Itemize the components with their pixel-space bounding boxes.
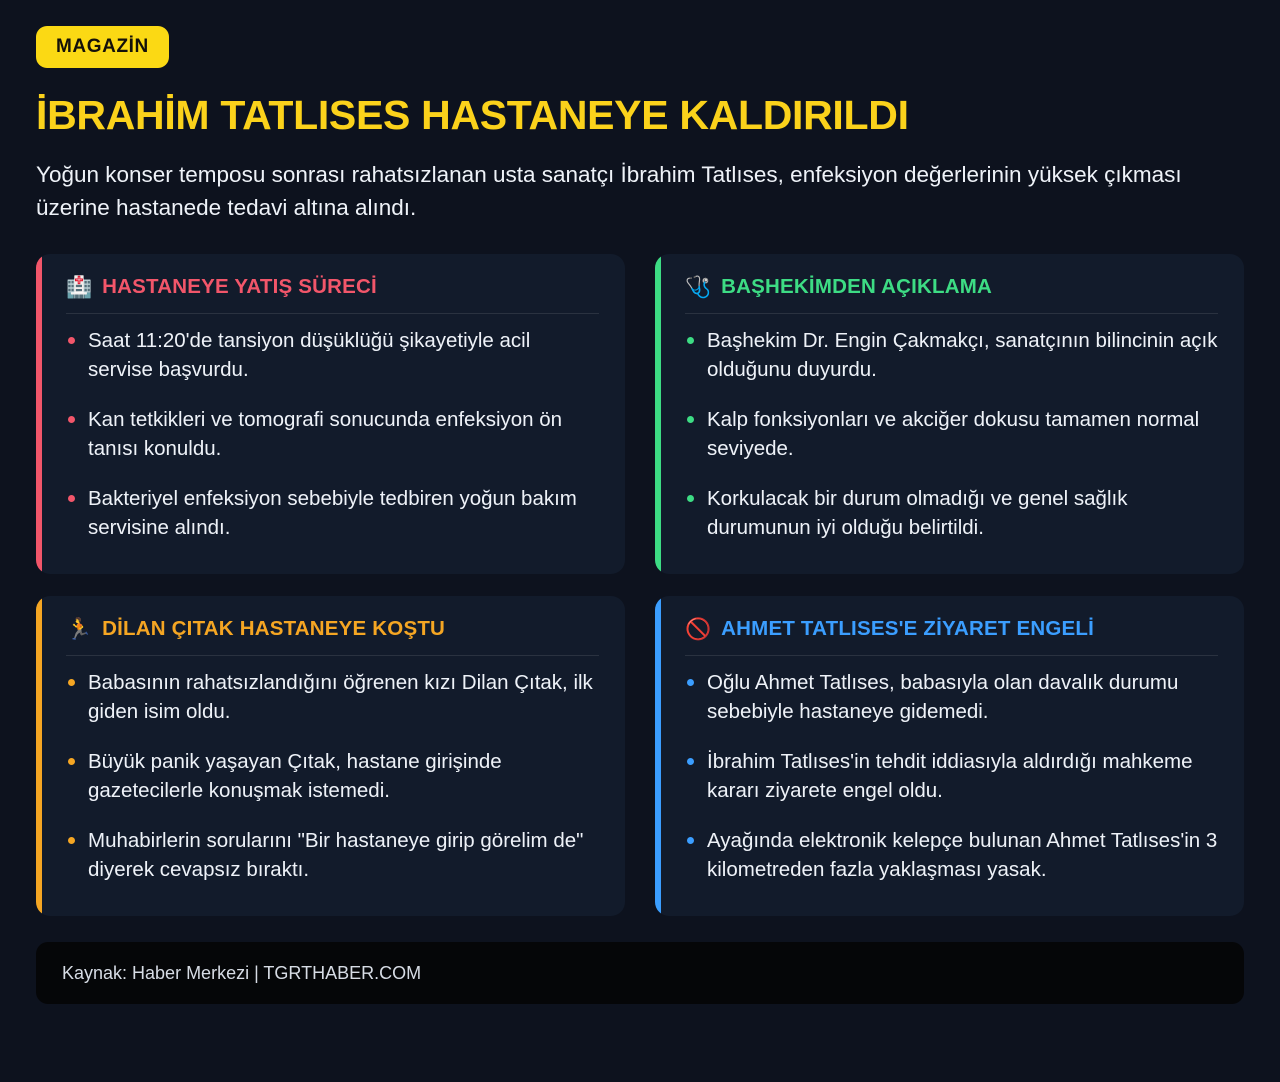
list-item-text: Kan tetkikleri ve tomografi sonucunda enfeksiyon ön tanısı konuldu. <box>88 408 563 461</box>
card-bullet-list <box>66 668 599 885</box>
page-subtitle: Yoğun konser temposu sonrası rahatsızlanan usta sanatçı İbrahim Tatlıses, enfeksiyon değerlerinin yüksek çıkması üzerine hastanede tedavi altına alındı. <box>36 162 1182 220</box>
list-item <box>685 747 1218 805</box>
bullet-dot-icon <box>68 495 75 502</box>
card-title: BAŞHEKİMDEN AÇIKLAMA <box>721 275 993 299</box>
bullet-dot-icon <box>687 416 694 423</box>
stethoscope-icon: 🩺 <box>685 276 712 300</box>
card-divider <box>685 313 1218 314</box>
list-item-text: Babasının rahatsızlandığını öğrenen kızı Dilan Çıtak, ilk giden isim oldu. <box>88 670 593 723</box>
list-item-text: Saat 11:20'de tansiyon düşüklüğü şikayetiyle acil servise başvurdu. <box>88 328 531 381</box>
info-card <box>655 254 1244 574</box>
card-accent-bar <box>36 254 42 574</box>
page-title: İBRAHİM TATLISES HASTANEYE KALDIRILDI <box>36 92 909 138</box>
list-item-text: Bakteriyel enfeksiyon sebebiyle tedbiren yoğun bakım servisine alındı. <box>88 487 577 540</box>
list-item-text: Büyük panik yaşayan Çıtak, hastane girişinde gazetecilerle konuşmak istemedi. <box>88 750 502 803</box>
bullet-dot-icon <box>68 679 75 686</box>
card-divider <box>66 655 599 656</box>
list-item-text: İbrahim Tatlıses'in tehdit iddiasıyla aldırdığı mahkeme kararı ziyarete engel oldu. <box>707 750 1193 803</box>
list-item-text: Kalp fonksiyonları ve akciğer dokusu tamamen normal seviyede. <box>707 408 1200 461</box>
list-item <box>685 668 1218 726</box>
bullet-dot-icon <box>68 758 75 765</box>
card-header <box>66 618 599 655</box>
list-item <box>66 826 599 884</box>
bullet-dot-icon <box>687 337 694 344</box>
list-item <box>685 326 1218 384</box>
card-header <box>66 276 599 313</box>
card-bullet-list <box>685 668 1218 885</box>
list-item <box>66 484 599 542</box>
prohibited-icon: 🚫 <box>685 618 712 642</box>
hospital-icon: 🏥 <box>66 276 93 300</box>
list-item <box>685 484 1218 542</box>
list-item-text: Başhekim Dr. Engin Çakmakçı, sanatçının bilincinin açık olduğunu duyurdu. <box>707 328 1218 381</box>
card-title: HASTANEYE YATIŞ SÜRECİ <box>102 275 377 299</box>
source-text: Kaynak: Haber Merkezi | TGRTHABER.COM <box>62 962 422 983</box>
list-item <box>685 405 1218 463</box>
card-accent-bar <box>655 596 661 916</box>
bullet-dot-icon <box>687 758 694 765</box>
list-item <box>66 326 599 384</box>
bullet-dot-icon <box>68 337 75 344</box>
bullet-dot-icon <box>687 679 694 686</box>
bullet-dot-icon <box>687 495 694 502</box>
list-item-text: Oğlu Ahmet Tatlıses, babasıyla olan davalık durumu sebebiyle hastaneye gidemedi. <box>707 670 1179 723</box>
info-card <box>36 254 625 574</box>
card-header <box>685 276 1218 313</box>
info-card <box>36 596 625 916</box>
running-person-icon: 🏃 <box>66 618 93 642</box>
list-item <box>66 668 599 726</box>
card-title: AHMET TATLISES'E ZİYARET ENGELİ <box>721 617 1095 641</box>
list-item <box>66 747 599 805</box>
card-divider <box>685 655 1218 656</box>
card-title: DİLAN ÇITAK HASTANEYE KOŞTU <box>102 617 446 641</box>
bullet-dot-icon <box>68 837 75 844</box>
info-card <box>655 596 1244 916</box>
card-header <box>685 618 1218 655</box>
list-item-text: Ayağında elektronik kelepçe bulunan Ahmet Tatlıses'in 3 kilometreden fazla yaklaşması yasak. <box>707 829 1218 882</box>
bullet-dot-icon <box>68 416 75 423</box>
category-badge: MAGAZİN <box>36 26 169 68</box>
list-item <box>66 405 599 463</box>
card-bullet-list <box>66 326 599 543</box>
list-item-text: Korkulacak bir durum olmadığı ve genel sağlık durumunun iyi olduğu belirtildi. <box>707 487 1128 540</box>
list-item-text: Muhabirlerin sorularını "Bir hastaneye girip görelim de" diyerek cevapsız bıraktı. <box>88 829 584 882</box>
cards-grid <box>36 254 1244 916</box>
list-item <box>685 826 1218 884</box>
bullet-dot-icon <box>687 837 694 844</box>
card-divider <box>66 313 599 314</box>
card-bullet-list <box>685 326 1218 543</box>
footer-bar <box>36 942 1244 1004</box>
card-accent-bar <box>36 596 42 916</box>
card-accent-bar <box>655 254 661 574</box>
